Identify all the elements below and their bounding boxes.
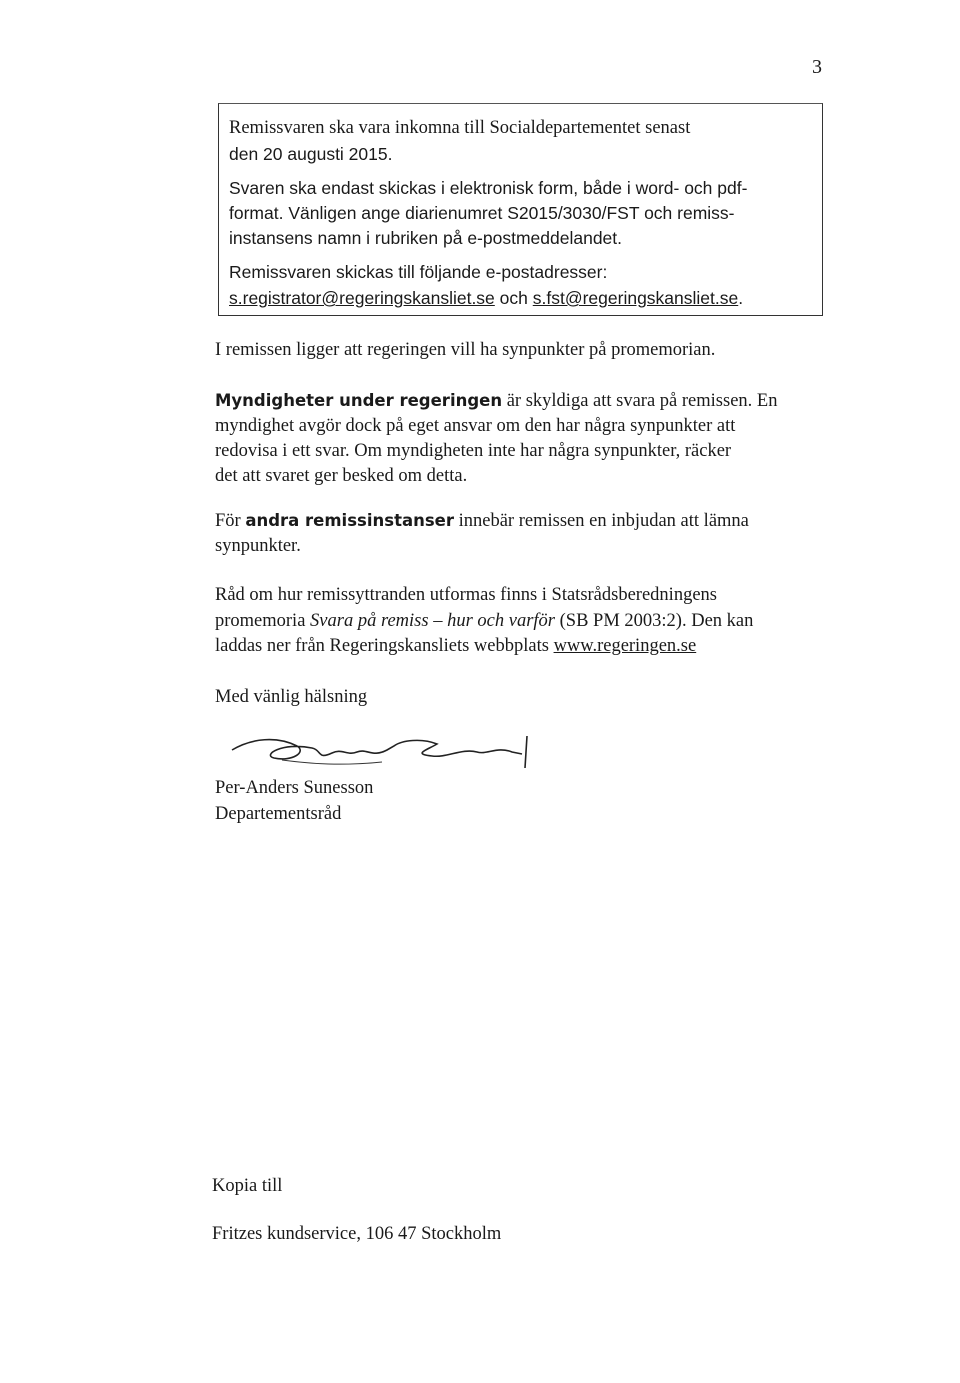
- notice-line-2: den 20 augusti 2015.: [229, 144, 393, 164]
- copy-label: Kopia till: [212, 1176, 283, 1196]
- paragraph-4-line-3: [215, 636, 696, 657]
- paragraph-2-line-4: det att svaret ger besked om detta.: [215, 466, 468, 486]
- paragraph-3-bold: andra remissinstanser: [245, 511, 454, 530]
- signer-name: Per-Anders Sunesson: [215, 778, 374, 798]
- paragraph-4-line-1: Råd om hur remissyttranden utformas finns i Statsrådsberedningens: [215, 585, 717, 605]
- paragraph-3-line-2: synpunkter.: [215, 536, 301, 556]
- copy-recipient: Fritzes kundservice, 106 47 Stockholm: [212, 1224, 502, 1244]
- notice-line-6: Remissvaren skickas till följande e-postadresser:: [229, 262, 608, 282]
- publication-title: Svara på remiss – hur och varför: [310, 611, 555, 631]
- email-separator: och: [494, 288, 533, 308]
- paragraph-4-line-2-post: (SB PM 2003:2). Den kan: [555, 611, 754, 631]
- signature: [222, 728, 552, 773]
- paragraph-2-line-2: myndighet avgör dock på eget ansvar om den har några synpunkter att: [215, 416, 736, 436]
- paragraph-2-rest: är skyldiga att svara på remissen. En: [502, 391, 778, 411]
- email-link-registrator[interactable]: s.registrator@regeringskansliet.se: [229, 288, 495, 308]
- notice-line-3: Svaren ska endast skickas i elektronisk form, både i word- och pdf-: [229, 178, 748, 198]
- paragraph-4-line-2-pre: promemoria: [215, 611, 311, 631]
- paragraph-4-line-2: [215, 611, 753, 632]
- paragraph-4-line-3-pre: laddas ner från Regeringskansliets webbplats: [215, 636, 554, 656]
- signer-title: Departementsråd: [215, 804, 342, 824]
- notice-line-5: instansens namn i rubriken på e-postmeddelandet.: [229, 228, 623, 248]
- paragraph-3-rest: innebär remissen en inbjudan att lämna: [454, 511, 749, 531]
- paragraph-1: I remissen ligger att regeringen vill ha synpunkter på promemorian.: [215, 340, 716, 360]
- paragraph-3-line-1: [215, 511, 749, 532]
- website-link[interactable]: www.regeringen.se: [553, 636, 697, 656]
- paragraph-2-line-3: redovisa i ett svar. Om myndigheten inte har några synpunkter, räcker: [215, 441, 732, 461]
- email-end: .: [738, 288, 744, 308]
- closing: Med vänlig hälsning: [215, 687, 368, 707]
- email-link-fst[interactable]: s.fst@regeringskansliet.se: [532, 288, 739, 308]
- page-number: 3: [812, 56, 822, 78]
- notice-emails: [229, 288, 743, 309]
- notice-line-4: format. Vänligen ange diarienumret S2015/3030/FST och remiss-: [229, 203, 735, 223]
- paragraph-2-bold: Myndigheter under regeringen: [215, 391, 503, 410]
- notice-line-1: Remissvaren ska vara inkomna till Socialdepartementet senast: [229, 118, 691, 138]
- paragraph-3-pre: För: [215, 511, 246, 531]
- paragraph-2-line-1: [215, 391, 777, 412]
